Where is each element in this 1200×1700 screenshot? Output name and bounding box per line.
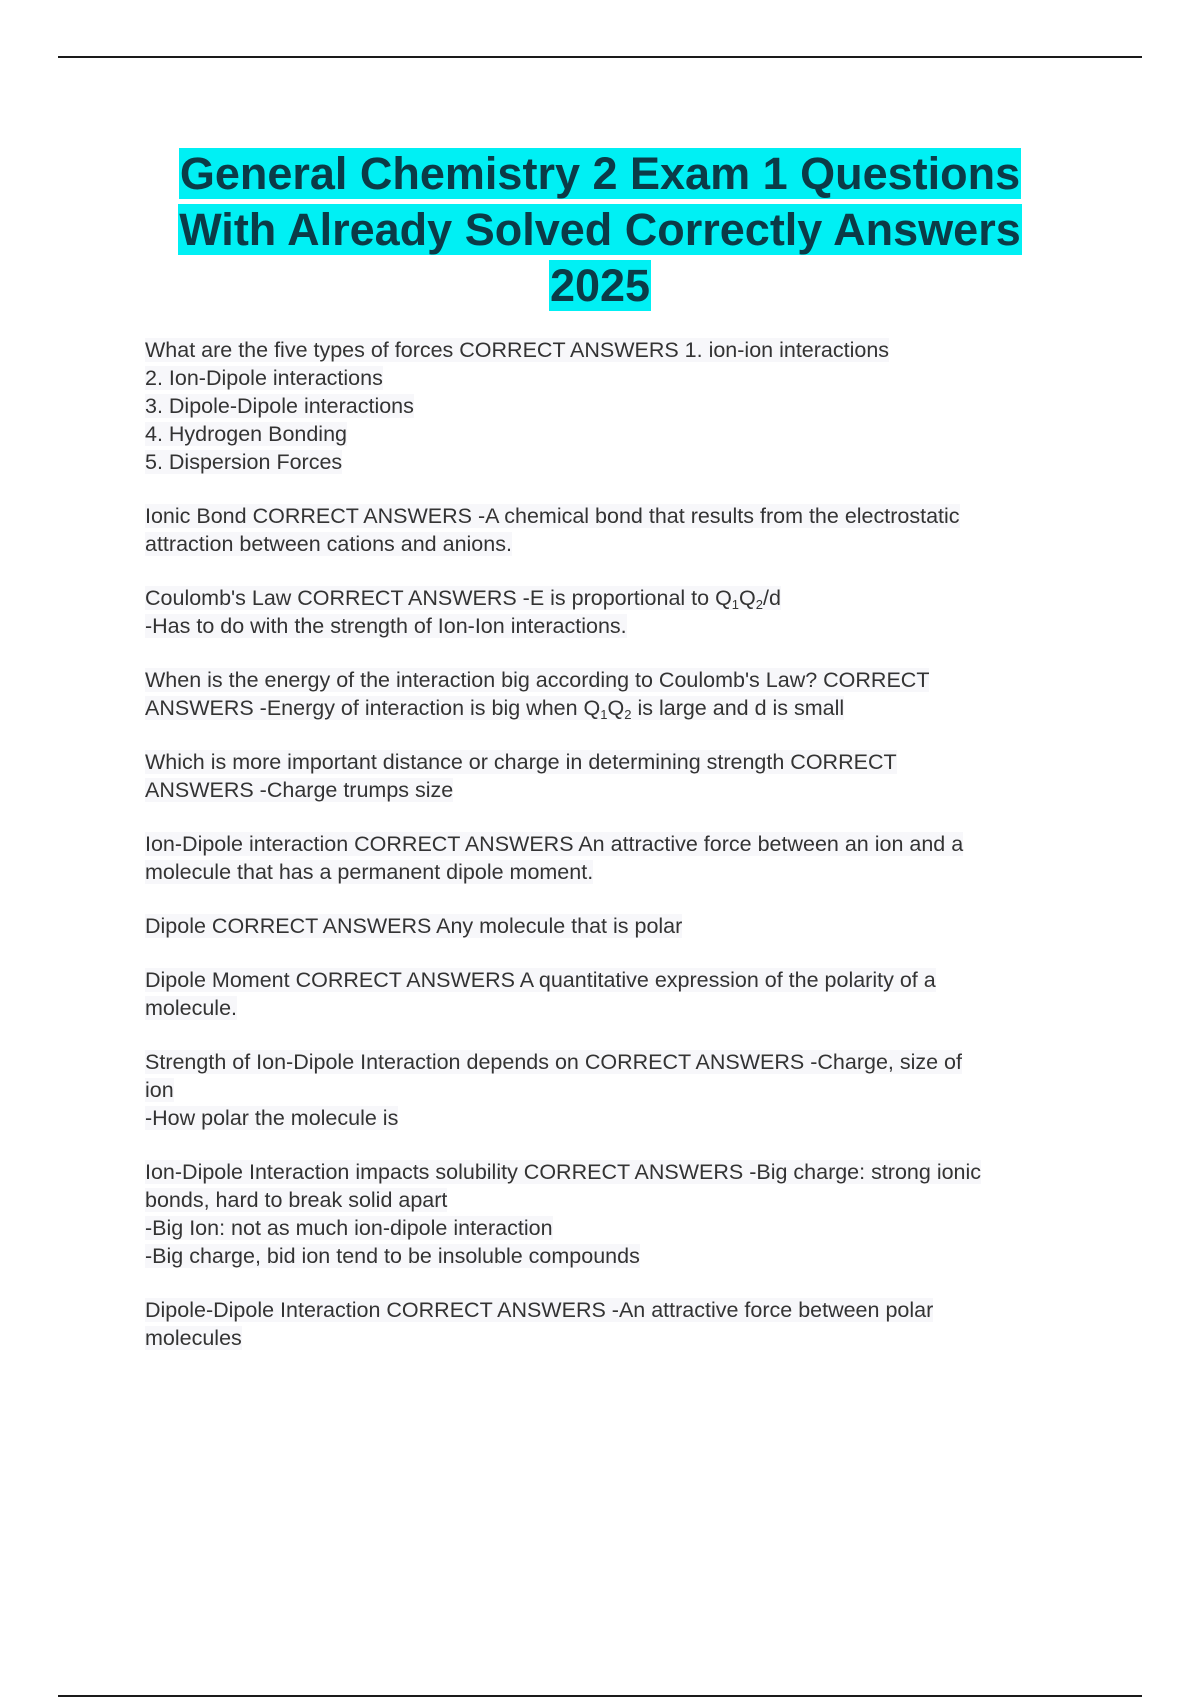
formula-subscript: 1: [600, 707, 608, 722]
qa-line: bonds, hard to break solid apart: [145, 1188, 448, 1212]
qa-line: attraction between cations and anions.: [145, 532, 512, 556]
qa-line: molecule.: [145, 996, 238, 1020]
qa-entry-ion-dipole: [145, 830, 1095, 886]
qa-line: molecules: [145, 1326, 242, 1350]
qa-line: What are the five types of forces CORRECT ANSWERS 1. ion-ion interactions: [145, 338, 890, 362]
formula-mid: Q: [607, 696, 625, 720]
qa-line: Which is more important distance or charge in determining strength CORRECT: [145, 750, 897, 774]
qa-line: Strength of Ion-Dipole Interaction depends on CORRECT ANSWERS -Charge, size of: [145, 1050, 962, 1074]
title-line-2: With Already Solved Correctly Answers: [179, 204, 1021, 255]
qa-line: Ionic Bond CORRECT ANSWERS -A chemical bond that results from the electrostatic: [145, 504, 960, 528]
qa-line: -Big Ion: not as much ion-dipole interaction: [145, 1216, 553, 1240]
qa-line: ANSWERS -Charge trumps size: [145, 778, 454, 802]
qa-line: Ion-Dipole interaction CORRECT ANSWERS An attractive force between an ion and a: [145, 832, 964, 856]
document-body: [145, 336, 1095, 1378]
qa-line: 4. Hydrogen Bonding: [145, 422, 348, 446]
document-title: [130, 146, 1070, 314]
formula-subscript: 1: [731, 597, 740, 612]
formula-prefix: Coulomb's Law CORRECT ANSWERS -E is proportional to Q: [145, 586, 732, 610]
qa-entry-solubility: [145, 1158, 1095, 1270]
qa-entry-forces: [145, 336, 1095, 476]
bottom-rule: [58, 1695, 1142, 1697]
qa-line: 2. Ion-Dipole interactions: [145, 366, 383, 390]
qa-line: 5. Dispersion Forces: [145, 450, 343, 474]
qa-entry-distance-or-charge: [145, 748, 1095, 804]
qa-entry-dipole: [145, 912, 1095, 940]
qa-line: -Big charge, bid ion tend to be insoluble compounds: [145, 1244, 640, 1268]
qa-line-formula: [145, 586, 781, 610]
qa-entry-ion-dipole-strength: [145, 1048, 1095, 1132]
formula-mid: Q: [739, 586, 756, 610]
title-line-3: 2025: [549, 260, 651, 311]
qa-line: When is the energy of the interaction big according to Coulomb's Law? CORRECT: [145, 668, 930, 692]
qa-line-formula: [145, 696, 844, 720]
qa-line: 3. Dipole-Dipole interactions: [145, 394, 414, 418]
qa-entry-dipole-dipole: [145, 1296, 1095, 1352]
qa-entry-coulombs-law: [145, 584, 1095, 640]
formula-suffix: is large and d is small: [631, 696, 845, 720]
qa-line: -Has to do with the strength of Ion-Ion interactions.: [145, 614, 627, 638]
qa-entry-interaction-energy: [145, 666, 1095, 722]
qa-line: -How polar the molecule is: [145, 1106, 399, 1130]
formula-subscript: 2: [755, 597, 763, 612]
qa-entry-ionic-bond: [145, 502, 1095, 558]
formula-prefix: ANSWERS -Energy of interaction is big when Q: [145, 696, 601, 720]
title-line-1: General Chemistry 2 Exam 1 Questions: [179, 148, 1021, 199]
qa-line: molecule that has a permanent dipole moment.: [145, 860, 594, 884]
qa-line: ion: [145, 1078, 174, 1102]
top-rule: [58, 56, 1142, 58]
formula-suffix: /d: [763, 586, 781, 610]
formula-subscript: 2: [624, 707, 632, 722]
qa-entry-dipole-moment: [145, 966, 1095, 1022]
qa-line: Dipole-Dipole Interaction CORRECT ANSWERS -An attractive force between polar: [145, 1298, 934, 1322]
qa-line: Dipole CORRECT ANSWERS Any molecule that is polar: [145, 914, 683, 938]
qa-line: Ion-Dipole Interaction impacts solubility CORRECT ANSWERS -Big charge: strong ionic: [145, 1160, 982, 1184]
qa-line: Dipole Moment CORRECT ANSWERS A quantitative expression of the polarity of a: [145, 968, 936, 992]
